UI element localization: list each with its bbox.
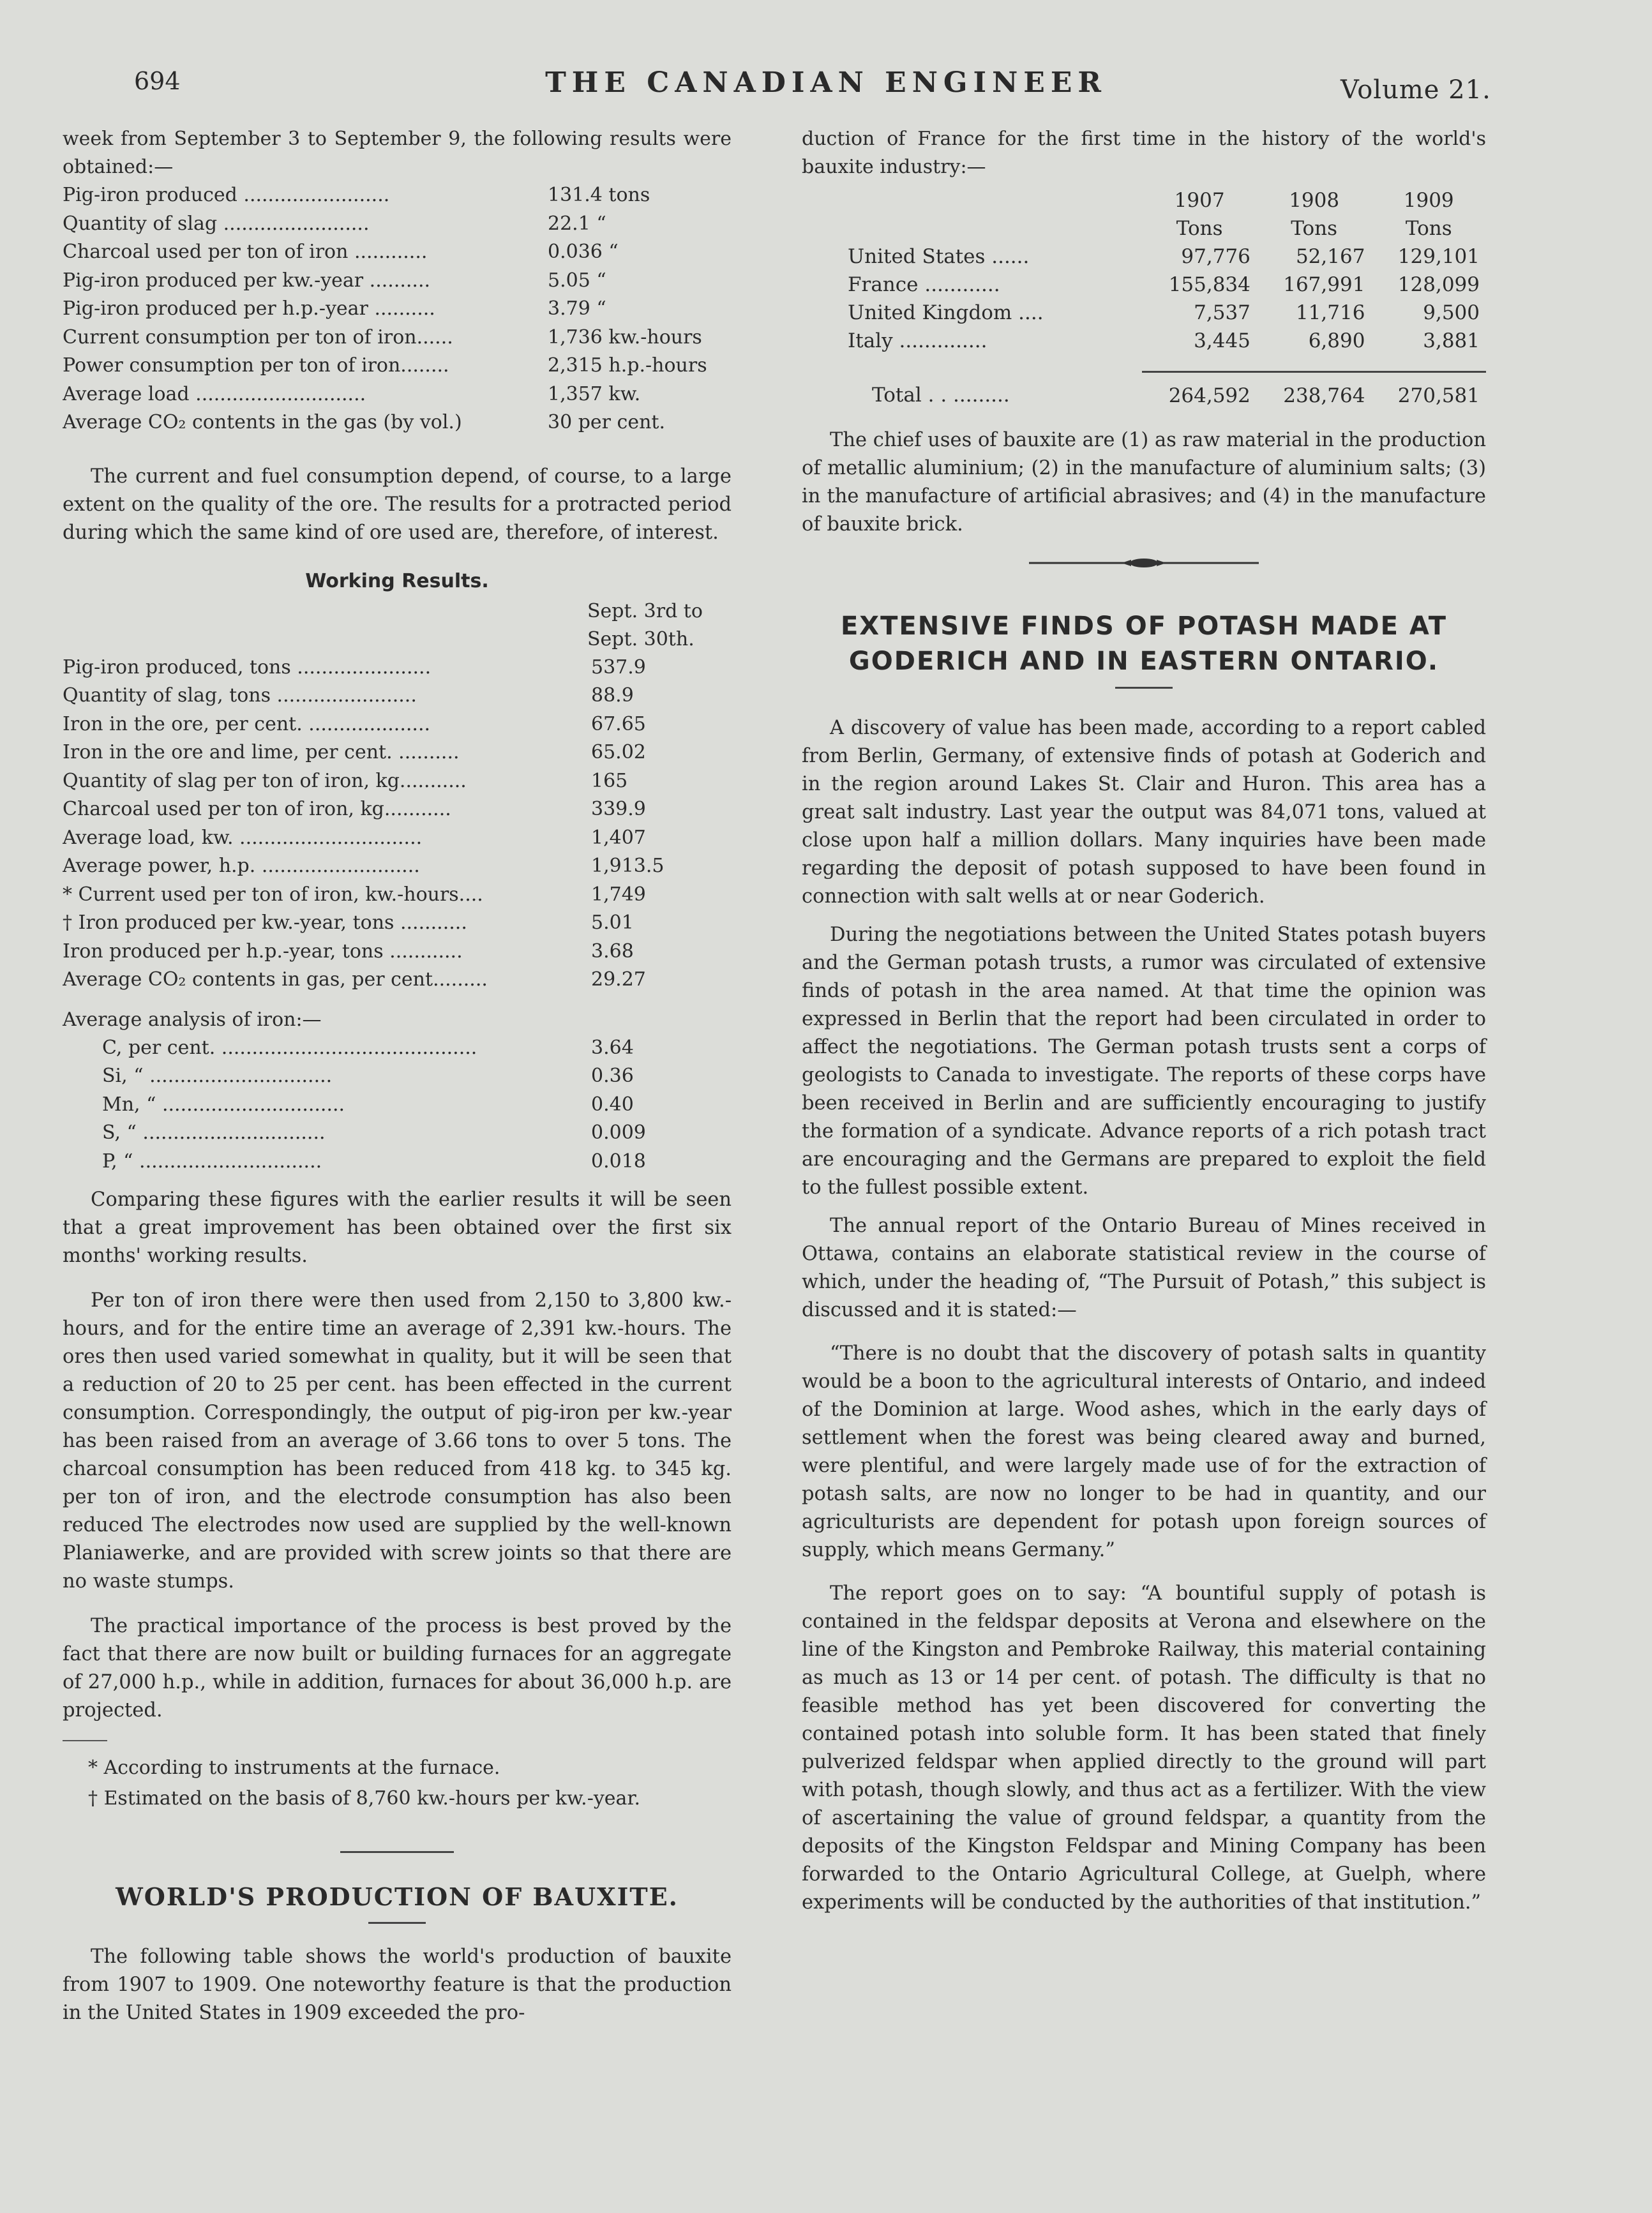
working-results-column-head: [587, 597, 732, 654]
row-value: 3.64: [591, 1036, 634, 1059]
country-cell: United States ......: [848, 245, 1030, 268]
working-row: [63, 710, 732, 739]
row-label: Pig-iron produced, tons ......................: [63, 656, 432, 679]
total-cell: 264,592: [1142, 371, 1257, 410]
row-value: 22.1 “: [548, 212, 606, 235]
paragraph-negotiations: During the negotiations between the United States potash buyers and the German potash trusts, a rumor was circulated of extensive finds of potash in the area named. At that time the opinion was expressed in Berlin that the report had been circulated in order to affect the negotiations. The German potash trusts sent a corps of geologists to Canada to investigate. The reports of these corps have been received in Berlin and are sufficiently encouraging to justify the formation of a syndicate. Advance reports of a rich potash tract are encouraging and the Germans are prepared to exploit the field to the fullest possible extent.: [802, 923, 1486, 1199]
column-head-line2: Sept. 30th.: [587, 627, 695, 650]
row-value: 1,749: [591, 883, 646, 906]
paragraph-comparing: Comparing these figures with the earlier results it will be seen that a great improvement has been obtained over the first six months' working results.: [63, 1189, 732, 1267]
unit-header: Tons: [1176, 217, 1223, 240]
paragraph-per-ton: Per ton of iron there were then used from 2,150 to 3,800 kw.-hours, and for the entire time an average of 2,391 kw.-hours. The ores then used varied somewhat in quality, but it will be seen that a reduction of 20 to 25 per cent. has been effected in the current consumption. Correspondingly, the output of pig-iron per kw.-year has been raised from an average of 3.66 tons to over 5 tons. The charcoal consumption has been reduced from 418 kg. to 345 kg. per ton of iron, and the electrode consumption has also been reduced The electrodes now used are supplied by the well-known Planiawerke, and are provided with screw joints so that there are no waste stumps.: [63, 1289, 732, 1593]
working-row: [63, 767, 732, 796]
working-row: [63, 824, 732, 853]
paragraph-annual-report: The annual report of the Ontario Bureau of Mines received in Ottawa, contains an elaborate statistical review in the course of which, under the heading of, “The Pursuit of Potash,” this subject is discussed and it is stated:—: [802, 1214, 1486, 1321]
potash-heading-line1: EXTENSIVE FINDS OF POTASH MADE AT: [840, 611, 1448, 641]
value-cell: 9,500: [1423, 301, 1480, 324]
year-header: 1909: [1403, 189, 1454, 212]
row-value: 3.68: [591, 940, 634, 963]
row-label: Pig-iron produced per kw.-year ..........: [63, 269, 431, 292]
intro-text: week from September 3 to September 9, the following results were obtained:—: [63, 128, 732, 178]
bauxite-heading: WORLD'S PRODUCTION OF BAUXITE.: [116, 1882, 679, 1911]
potash-heading-line2: GODERICH AND IN EASTERN ONTARIO.: [848, 646, 1439, 676]
working-results-title: Working Results.: [305, 569, 489, 592]
row-label: Charcoal used per ton of iron ............: [63, 241, 428, 263]
column-head-line1: Sept. 3rd to: [587, 599, 703, 622]
country-cell: United Kingdom ....: [848, 301, 1044, 324]
row-value: 131.4 tons: [548, 184, 650, 206]
year-header: 1907: [1174, 189, 1225, 212]
value-cell: 6,890: [1308, 329, 1365, 352]
row-label: C, per cent. ..........................................: [102, 1036, 477, 1059]
row-value: 0.009: [591, 1122, 646, 1144]
table-row: [802, 327, 1486, 355]
row-label: Charcoal used per ton of iron, kg...........: [63, 798, 451, 820]
row-label: Iron produced per h.p.-year, tons ............: [63, 940, 463, 963]
row-label: Average power, h.p. ..........................: [63, 855, 420, 877]
table-row: [802, 299, 1486, 327]
row-label: Mn, “ ..............................: [102, 1093, 345, 1116]
footnote-according: * According to instruments at the furnace.: [88, 1757, 500, 1779]
row-value: 0.36: [591, 1065, 634, 1087]
result-row: [63, 295, 732, 324]
analysis-title: Average analysis of iron:—: [63, 1008, 322, 1031]
working-row: [63, 852, 732, 881]
left-column: [63, 125, 732, 2027]
analysis-list: [63, 1034, 732, 1176]
row-value: 65.02: [591, 741, 646, 763]
working-row: [63, 795, 732, 824]
result-row: [63, 210, 732, 239]
row-value: 2,315 h.p.-hours: [548, 354, 707, 377]
working-row: [63, 739, 732, 767]
result-row: [63, 238, 732, 267]
row-value: 0.036 “: [548, 241, 619, 263]
result-row: [63, 409, 732, 437]
volume-label: Volume 21.: [1340, 75, 1491, 105]
analysis-row: [63, 1091, 732, 1120]
total-cell: 270,581: [1371, 371, 1486, 410]
page-number: 694: [134, 67, 181, 95]
row-label: Average CO₂ contents in the gas (by vol.): [63, 411, 462, 433]
row-value: 29.27: [591, 968, 646, 991]
value-cell: 3,881: [1423, 329, 1480, 352]
row-label: Power consumption per ton of iron........: [63, 354, 449, 377]
row-value: 1,913.5: [591, 855, 665, 877]
analysis-row: [63, 1062, 732, 1091]
right-column: [802, 125, 1486, 1917]
total-row: [802, 371, 1486, 410]
row-label: Si, “ ..............................: [102, 1065, 333, 1087]
paragraph-bauxite-intro: The following table shows the world's production of bauxite from 1907 to 1909. One noteworthy feature is that the production in the United States in 1909 exceeded the pro-: [63, 1946, 732, 2024]
total-label: Total . . .........: [872, 383, 1010, 407]
value-cell: 167,991: [1283, 273, 1365, 296]
row-label: Quantity of slag per ton of iron, kg...........: [63, 769, 467, 792]
paragraph-importance: The practical importance of the process is best proved by the fact that there are now built or building furnaces for an aggregate of 27,000 h.p., while in addition, furnaces for about 36,000 h.p. are projected.: [63, 1615, 732, 1722]
table-row: [802, 271, 1486, 299]
paragraph-uses: The chief uses of bauxite are (1) as raw material in the production of metallic aluminium; (2) in the manufacture of aluminium salts; (3) in the manufacture of artificial abrasives; and (4) in the manufacture of bauxite brick.: [802, 428, 1486, 536]
row-label: Quantity of slag, tons .......................: [63, 684, 417, 707]
row-label: Current consumption per ton of iron......: [63, 326, 453, 349]
row-label: Pig-iron produced ........................: [63, 184, 390, 206]
row-value: 1,736 kw.-hours: [548, 326, 702, 349]
row-value: 5.01: [591, 911, 634, 934]
paragraph-quote: “There is no doubt that the discovery of potash salts in quantity would be a boon to the agricultural interests of Ontario, and indeed of the Dominion at large. Wood ashes, which in the early days of settlement when the forest was being cleared away and burned, were plentiful, and were largely made use of for the extraction of potash salts, are now no longer to be had in quantity, and our agriculturists are dependent for potash upon foreign sources of supply, which means Germany.”: [802, 1342, 1486, 1561]
analysis-row: [63, 1148, 732, 1176]
paragraph-feldspar: The report goes on to say: “A bountiful supply of potash is contained in the feldspar deposits at Verona and elsewhere on the line of the Kingston and Pembroke Railway, this material containing as much as 13 or 14 per cent. of potash. The difficulty is that no feasible method has yet been discovered for converting the contained potash into soluble form. It has been stated that finely pulverized feldspar when applied directly to the ground will part with potash, though slowly, and thus act as a fertilizer. With the view of ascertaining the value of ground feldspar, a quantity from the deposits of the Kingston Feldspar and Mining Company has been forwarded to the Ontario Agricultural College, at Guelph, where experiments will be conducted by the authorities of that institution.”: [802, 1582, 1486, 1914]
analysis-row: [63, 1034, 732, 1063]
bauxite-continuation: duction of France for the first time in the history of the world's bauxite industry:—: [802, 128, 1486, 178]
unit-header: Tons: [1405, 217, 1452, 240]
row-value: 88.9: [591, 684, 634, 707]
value-cell: 128,099: [1397, 273, 1480, 296]
row-value: 0.018: [591, 1150, 646, 1173]
row-value: 5.05 “: [548, 269, 606, 292]
row-value: 339.9: [591, 798, 646, 820]
row-value: 165: [591, 769, 628, 792]
journal-title: THE CANADIAN ENGINEER: [545, 66, 1107, 99]
working-row: [63, 654, 732, 682]
value-cell: 52,167: [1295, 245, 1365, 268]
country-cell: France ............: [848, 273, 1000, 296]
result-row: [63, 380, 732, 409]
result-row: [63, 352, 732, 380]
row-label: Average load, kw. ..............................: [63, 826, 423, 849]
section-divider: [340, 1851, 454, 1853]
value-cell: 3,445: [1194, 329, 1250, 352]
heading-underline: [1115, 687, 1173, 689]
footnote-rule: [63, 1740, 107, 1741]
row-value: 30 per cent.: [548, 411, 666, 433]
paragraph-discovery: A discovery of value has been made, according to a report cabled from Berlin, Germany, of extensive finds of potash at Goderich and in the region around Lakes St. Clair and Huron. This area has a great salt industry. Last year the output was 84,071 tons, valued at close upon half a million dollars. Many inquiries have been made regarding the deposit of potash supposed to have been found in connection with salt wells at or near Goderich.: [802, 716, 1486, 908]
row-label: Iron in the ore, per cent. ....................: [63, 712, 431, 735]
value-cell: 97,776: [1181, 245, 1250, 268]
page-header: [0, 64, 1652, 115]
results-list: [63, 181, 732, 437]
working-row: [63, 682, 732, 710]
row-label: Quantity of slag ........................: [63, 212, 370, 235]
country-cell: Italy ..............: [848, 329, 987, 352]
row-label: Average CO₂ contents in gas, per cent.........: [63, 968, 488, 991]
ornament-divider: [802, 557, 1486, 569]
row-value: 1,407: [591, 826, 646, 849]
result-row: [63, 181, 732, 210]
paragraph-consumption: The current and fuel consumption depend, of course, to a large extent on the quality of the ore. The results for a protracted period during which the same kind of ore used are, therefore, of interest.: [63, 465, 732, 544]
value-cell: 7,537: [1194, 301, 1250, 324]
row-label: S, “ ..............................: [102, 1122, 326, 1144]
working-row: [63, 909, 732, 938]
row-value: 537.9: [591, 656, 646, 679]
value-cell: 155,834: [1168, 273, 1250, 296]
table-row: [802, 243, 1486, 271]
analysis-row: [63, 1119, 732, 1148]
working-row: [63, 938, 732, 966]
working-row: [63, 881, 732, 910]
row-value: 3.79 “: [548, 297, 606, 320]
heading-underline: [368, 1922, 426, 1924]
value-cell: 11,716: [1295, 301, 1365, 324]
total-cell: 238,764: [1257, 371, 1372, 410]
row-label: Pig-iron produced per h.p.-year ..........: [63, 297, 435, 320]
year-header: 1908: [1289, 189, 1340, 212]
row-value: 1,357 kw.: [548, 382, 641, 405]
unit-header: Tons: [1291, 217, 1338, 240]
row-label: Iron in the ore and lime, per cent. ..........: [63, 741, 460, 763]
working-results-list: [63, 654, 732, 994]
bauxite-table: [802, 186, 1486, 410]
value-cell: 129,101: [1397, 245, 1480, 268]
row-label: * Current used per ton of iron, kw.-hours....: [63, 883, 483, 906]
row-label: P, “ ..............................: [102, 1150, 322, 1173]
row-value: 0.40: [591, 1093, 634, 1116]
working-row: [63, 966, 732, 994]
row-label: † Iron produced per kw.-year, tons ...........: [63, 911, 467, 934]
footnote-estimated: † Estimated on the basis of 8,760 kw.-hours per kw.-year.: [88, 1787, 641, 1810]
result-row: [63, 324, 732, 352]
result-row: [63, 267, 732, 296]
row-value: 67.65: [591, 712, 646, 735]
row-label: Average load ............................: [63, 382, 366, 405]
